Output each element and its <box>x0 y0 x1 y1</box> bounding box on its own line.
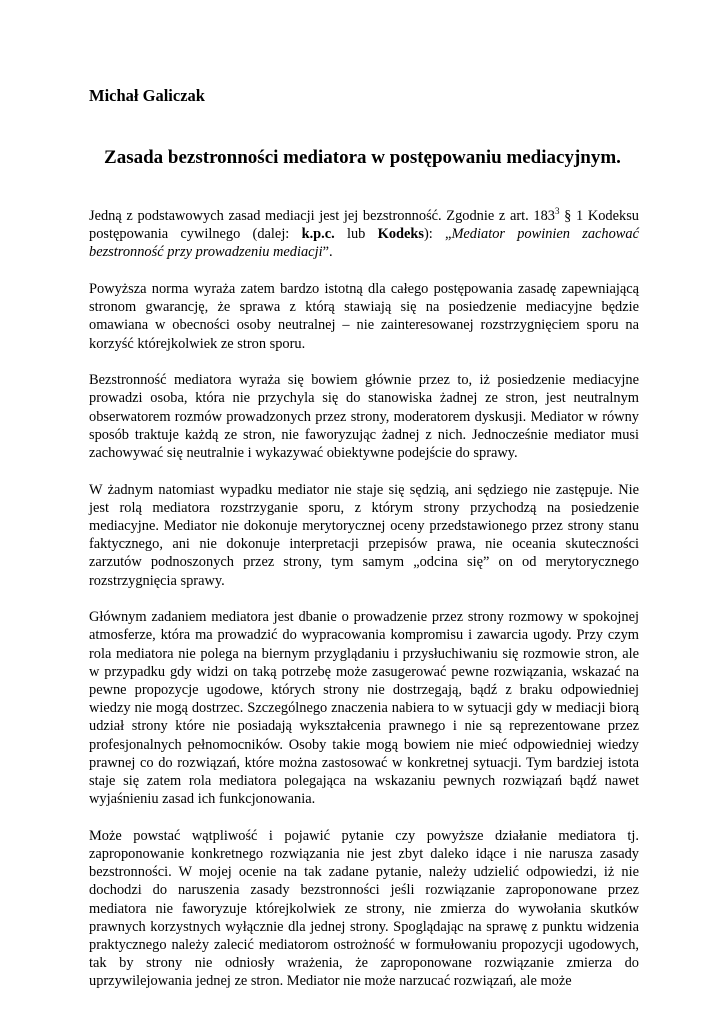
p1-text-4: ): „ <box>424 226 452 243</box>
paragraph-4: W żadnym natomiast wypadku mediator nie staje się sędzią, ani sędziego nie zastępuje. Nie jest rolą mediatora rozstrzyganie sporu, z którym strony przychodzą na posiedzenie mediacyjne. Mediator nie dokonuje merytorycznej oceny przedstawionego przez strony stanu faktycznego, ani nie dokonuje interpretacji przepisów prawa, nie oceania skuteczności zarzutów podnoszonych przez strony, tym samym „odcina się” on od merytorycznego rozstrzygnięcia sprawy. <box>89 481 639 589</box>
legal-quote: Mediator powinien zachować bezstronność przy prowadzeniu mediacji <box>89 226 639 261</box>
paragraph-3: Bezstronność mediatora wyraża się bowiem głównie przez to, iż posiedzenie mediacyjne prowadzi osoba, która nie przychyla się do stanowiska żadnej ze stron, jest neutralnym obserwatorem rozmów prowadzonych przez strony, moderatorem dyskusji. Mediator w równy sposób traktuje każdą ze stron, nie faworyzując żadnej z nich. Jednocześnie mediator musi zachowywać się neutralnie i wykazywać obiektywne podejście do sprawy. <box>89 372 639 462</box>
kpc-abbreviation: k.p.c. <box>301 226 335 243</box>
p1-text-3: lub <box>334 226 378 243</box>
document-body <box>89 207 639 991</box>
paragraph-2: Powyższa norma wyraża zatem bardzo istotną dla całego postępowania zasadę zapewniającą stronom gwarancję, że sprawa z którą stawiają się na posiedzenie mediacyjne będzie omawiana w obecności osoby neutralnej – nie zainteresowanej rozstrzygnięciem sporu na korzyść którejkolwiek ze stron sporu. <box>89 281 639 352</box>
paragraph-6: Może powstać wątpliwość i pojawić pytanie czy powyższe działanie mediatora tj. zaproponowanie konkretnego rozwiązania nie jest zbyt daleko idące i nie narusza zasady bezstronności. W mojej ocenie na tak zadane pytanie, należy udzielić odpowiedzi, iż nie dochodzi do naruszenia zasady bezstronności jeśli rozwiązanie zaproponowane przez mediatora nie faworyzuje którejkolwiek ze strony, nie zmierza do wywołania skutków prawnych korzystnych wyłącznie dla jednej strony. Spoglądając na sprawę z punktu widzenia praktycznego należy zalecić mediatorom ostrożność w formułowaniu propozycji ugodowych, tak by strony nie odniosły wrażenia, że zaproponowane rozwiązanie zmierza do uprzywilejowania jednej ze stron. Mediator nie może narzucać rozwiązań, ale może <box>89 827 639 990</box>
paragraph-1 <box>89 207 639 262</box>
p1-text-5: ”. <box>322 244 333 261</box>
author-name: Michał Galiczak <box>89 86 205 105</box>
p1-text-1: Jedną z podstawowych zasad mediacji jest jej bezstronność. Zgodnie z art. 183 <box>89 208 555 224</box>
paragraph-5: Głównym zadaniem mediatora jest dbanie o prowadzenie przez strony rozmowy w spokojnej atmosferze, która ma prowadzić do wypracowania kompromisu i zawarcia ugody. Przy czym rola mediatora nie polega na biernym przyglądaniu i przysłuchiwaniu się rozmowie stron, ale w przypadku gdy widzi on taką potrzebę może zasugerować pewne rozwiązania, wskazać na pewne propozycje ugodowe, których strony nie dostrzegają, bądź z braku odpowiedniej wiedzy nie mogą dostrzec. Szczególnego znaczenia nabiera to w sytuacji gdy w mediacji biorą udział strony które nie posiadają wykształcenia prawnego i nie są reprezentowane przez profesjonalnych pełnomocników. Osoby takie mogą bowiem nie mieć odpowiedniej wiedzy prawnej co do rozwiązań, które można zastosować w konkretnej sytuacji. Tym bardziej istota staje się zatem rola mediatora polegająca na wskazaniu pewnych rozwiązań bądź nawet wyjaśnieniu zasad ich funkcjonowania. <box>89 609 639 808</box>
p1-text-2: § 1 Kodeksu postępowania cywilnego (dalej: <box>89 208 639 243</box>
footnote-superscript: 3 <box>554 206 560 217</box>
kodeks-abbreviation: Kodeks <box>377 226 425 243</box>
document-title: Zasada bezstronności mediatora w postępowaniu mediacyjnym. <box>104 147 621 168</box>
